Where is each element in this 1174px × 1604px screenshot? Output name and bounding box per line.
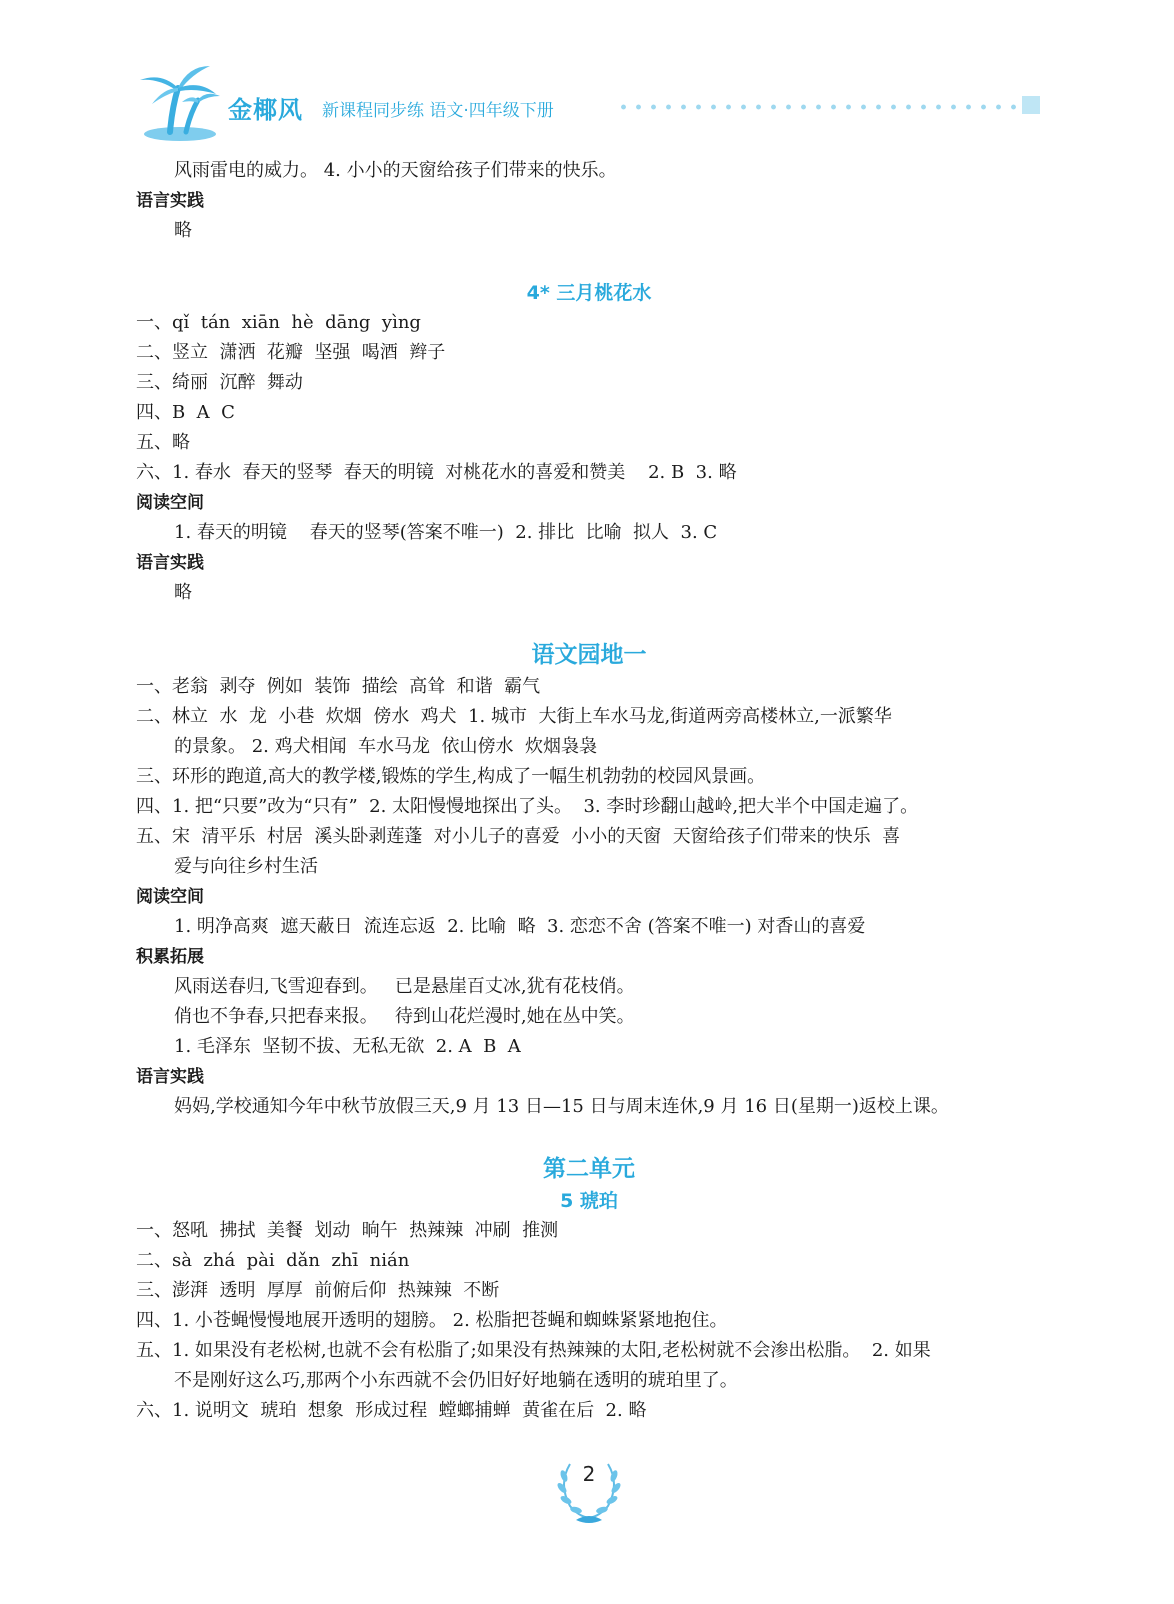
answer-line: 的景象。 2. 鸡犬相闻 车水马龙 依山傍水 炊烟袅袅	[174, 736, 597, 757]
page-header	[0, 0, 1174, 150]
answer-line: 四、1. 把“只要”改为“只有” 2. 太阳慢慢地探出了头。 3. 李时珍翻山越岭,把大半个中国走遍了。	[136, 796, 919, 817]
header-dotted-rule	[616, 104, 1016, 110]
answer-line: 妈妈,学校通知今年中秋节放假三天,9 月 13 日—15 日与周末连休,9 月 16 日(星期一)返校上课。	[174, 1096, 949, 1117]
answer-line: 爱与向往乡村生活	[174, 856, 318, 877]
answer-line: 五、略	[136, 432, 190, 453]
page-footer	[552, 1454, 626, 1528]
answer-line: 三、澎湃 透明 厚厚 前俯后仰 热辣辣 不断	[136, 1280, 500, 1301]
answer-line: 四、1. 小苍蝇慢慢地展开透明的翅膀。 2. 松脂把苍蝇和蜘蛛紧紧地抱住。	[136, 1310, 728, 1331]
answer-line: 五、宋 清平乐 村居 溪头卧剥莲蓬 对小儿子的喜爱 小小的天窗 天窗给孩子们带来的快乐 喜	[136, 826, 901, 847]
section-heading: 积累拓展	[136, 947, 204, 967]
answer-line: 四、B A C	[136, 402, 235, 423]
answer-line: 一、怒吼 拂拭 美餐 划动 晌午 热辣辣 冲刷 推测	[136, 1220, 559, 1241]
answer-line: 略	[174, 582, 192, 603]
answer-line: 俏也不争春,只把春来报。 待到山花烂漫时,她在丛中笑。	[174, 1006, 635, 1027]
answer-line: 一、qǐ tán xiān hè dāng yìng	[136, 312, 421, 333]
header-end-square	[1022, 96, 1040, 114]
answer-line: 六、1. 说明文 琥珀 想象 形成过程 螳螂捕蝉 黄雀在后 2. 略	[136, 1400, 647, 1421]
unit-title: 第二单元	[543, 1156, 635, 1182]
answer-line: 1. 春天的明镜 春天的竖琴(答案不唯一) 2. 排比 比喻 拟人 3. C	[174, 522, 718, 543]
lesson-title: 4* 三月桃花水	[526, 282, 652, 304]
answer-line: 二、sà zhá pài dǎn zhī nián	[136, 1250, 410, 1271]
answer-line: 风雨送春归,飞雪迎春到。 已是悬崖百丈冰,犹有花枝俏。	[174, 976, 635, 997]
answer-line: 一、老翁 剥夺 例如 装饰 描绘 高耸 和谐 霸气	[136, 676, 541, 697]
answer-line: 二、竖立 潇洒 花瓣 坚强 喝酒 辫子	[136, 342, 446, 363]
answer-line: 五、1. 如果没有老松树,也就不会有松脂了;如果没有热辣辣的太阳,老松树就不会渗出松脂。 2. 如果	[136, 1340, 931, 1361]
carry-over-line: 风雨雷电的威力。 4. 小小的天窗给孩子们带来的快乐。	[174, 160, 617, 181]
answer-content	[136, 156, 1042, 1426]
section-heading: 语言实践	[136, 191, 204, 211]
section-heading: 阅读空间	[136, 887, 204, 907]
answer-line: 1. 明净高爽 遮天蔽日 流连忘返 2. 比喻 略 3. 恋恋不舍 (答案不唯一) 对香山的喜爱	[174, 916, 866, 937]
answer-line: 二、林立 水 龙 小巷 炊烟 傍水 鸡犬 1. 城市 大街上车水马龙,街道两旁高楼林立,一派繁华	[136, 706, 892, 727]
answer-line: 三、环形的跑道,高大的教学楼,锻炼的学生,构成了一幅生机勃勃的校园风景画。	[136, 766, 766, 787]
brand-title: 金椰风	[228, 96, 303, 124]
answer-line: 不是刚好这么巧,那两个小东西就不会仍旧好好地躺在透明的琥珀里了。	[174, 1370, 738, 1391]
answer-line: 略	[174, 220, 192, 241]
answer-line: 三、绮丽 沉醉 舞动	[136, 372, 303, 393]
answer-line: 1. 毛泽东 坚韧不拔、无私无欲 2. A B A	[174, 1036, 521, 1057]
section-heading: 语言实践	[136, 553, 204, 573]
book-series-title: 新课程同步练 语文·四年级下册	[322, 101, 554, 121]
palm-tree-logo-icon	[136, 58, 222, 142]
section-heading: 阅读空间	[136, 493, 204, 513]
garden-title: 语文园地一	[531, 642, 647, 668]
section-heading: 语言实践	[136, 1067, 204, 1087]
answer-line: 六、1. 春水 春天的竖琴 春天的明镜 对桃花水的喜爱和赞美 2. B 3. 略	[136, 462, 737, 483]
page-number: 2	[582, 1462, 596, 1486]
lesson-title: 5 琥珀	[560, 1190, 618, 1212]
